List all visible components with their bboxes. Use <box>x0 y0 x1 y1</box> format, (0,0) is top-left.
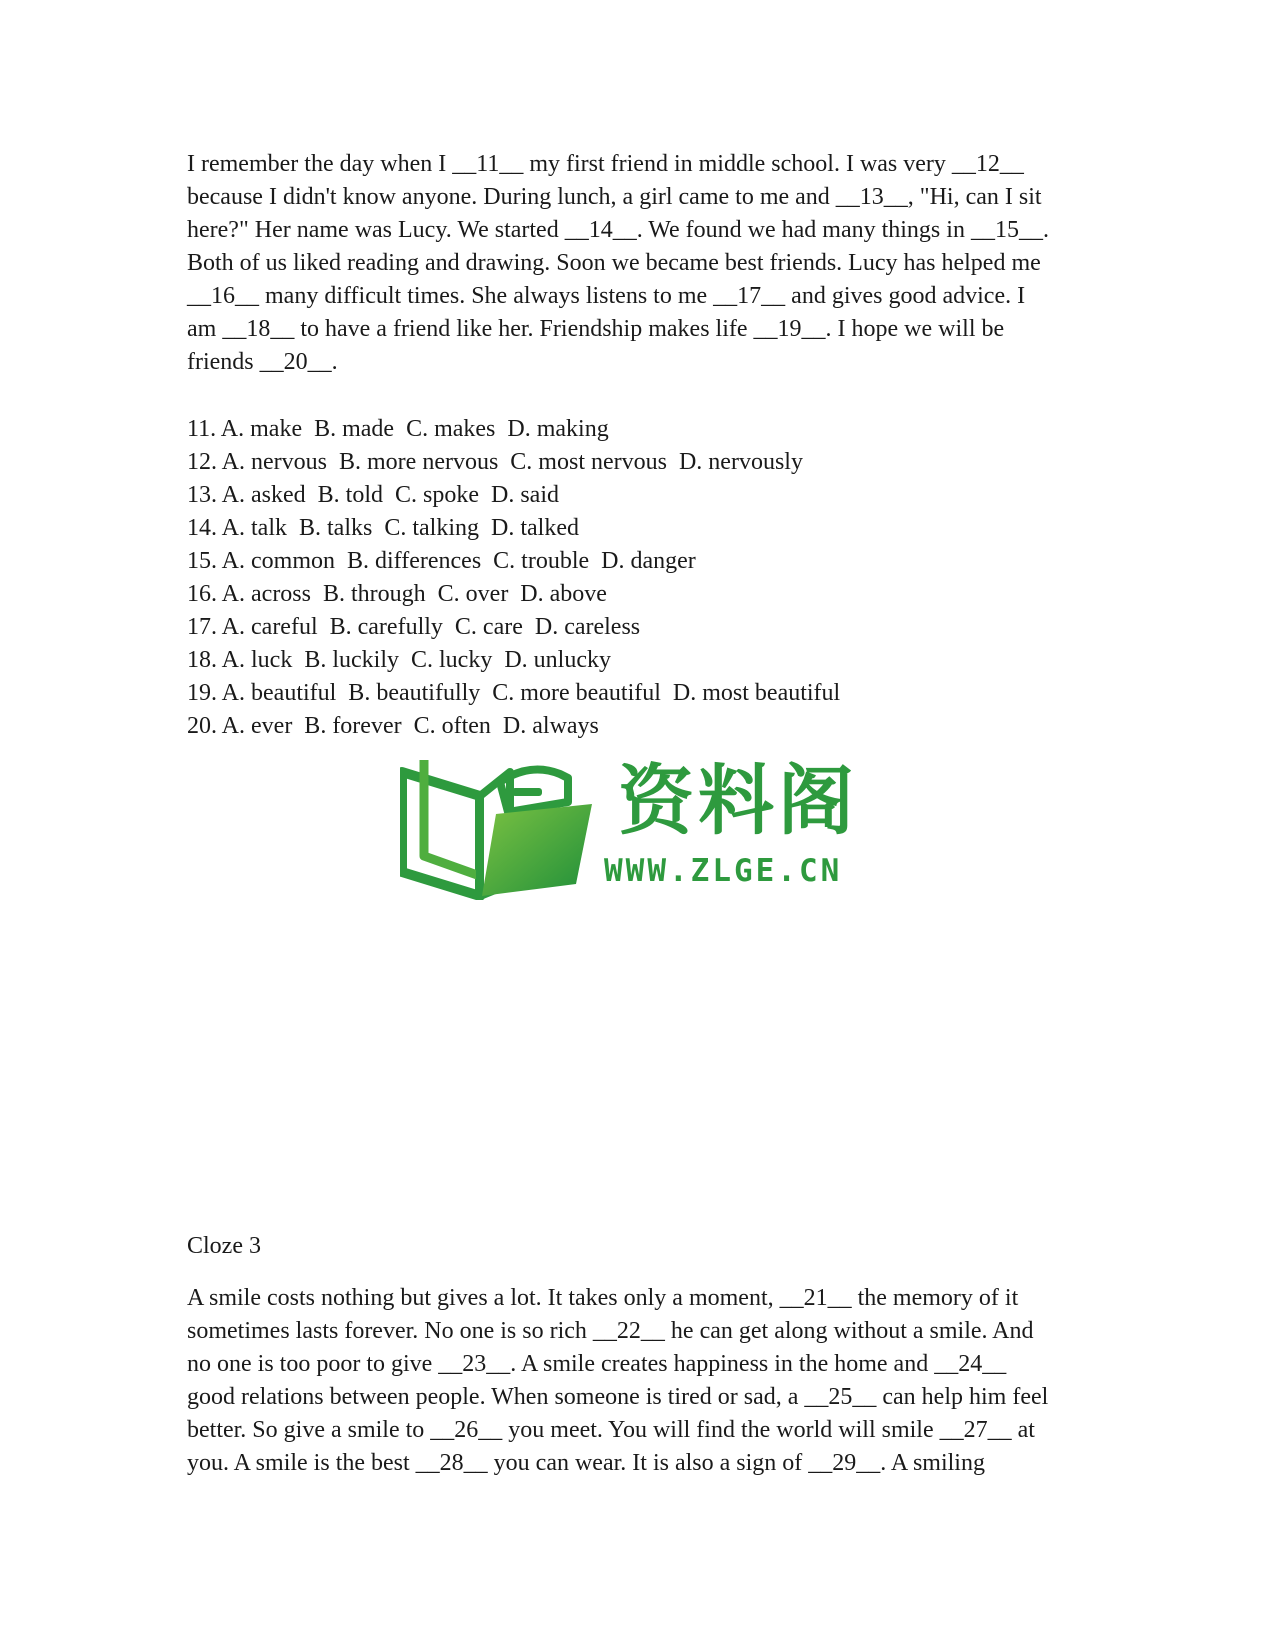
question-option: 20. A. ever B. forever C. often D. always <box>187 713 599 739</box>
question-option: 19. A. beautiful B. beautifully C. more beautiful D. most beautiful <box>187 680 841 706</box>
passage-line: A smile costs nothing but gives a lot. It takes only a moment, __21__ the memory of it <box>187 1285 1019 1311</box>
question-option: 18. A. luck B. luckily C. lucky D. unlucky <box>187 647 611 673</box>
passage-line: good relations between people. When someone is tired or sad, a __25__ can help him feel <box>187 1384 1049 1410</box>
passage-line: Both of us liked reading and drawing. Soon we became best friends. Lucy has helped me <box>187 250 1041 276</box>
cloze-passage <box>187 1282 1107 1480</box>
question-option: 14. A. talk B. talks C. talking D. talked <box>187 515 579 541</box>
question-option: 17. A. careful B. carefully C. care D. careless <box>187 614 641 640</box>
passage-line: no one is too poor to give __23__. A smile creates happiness in the home and __24__ <box>187 1351 1007 1377</box>
passage-line: better. So give a smile to __26__ you meet. You will find the world will smile __27__ at <box>187 1417 1035 1443</box>
passage-line: am __18__ to have a friend like her. Friendship makes life __19__. I hope we will be <box>187 316 1005 342</box>
passage-line: you. A smile is the best __28__ you can wear. It is also a sign of __29__. A smiling <box>187 1450 985 1476</box>
passage-line: because I didn't know anyone. During lunch, a girl came to me and __13__, "Hi, can I sit <box>187 184 1042 210</box>
answer-options-list <box>187 413 840 743</box>
question-option: 15. A. common B. differences C. trouble D. danger <box>187 548 696 574</box>
question-option: 12. A. nervous B. more nervous C. most nervous D. nervously <box>187 449 803 475</box>
question-option: 13. A. asked B. told C. spoke D. said <box>187 482 559 508</box>
passage-line: friends __20__. <box>187 349 338 375</box>
question-option: 16. A. across B. through C. over D. above <box>187 581 607 607</box>
question-option: 11. A. make B. made C. makes D. making <box>187 416 609 442</box>
watermark-logo-name: 资料阁 <box>618 756 858 845</box>
passage-line: sometimes lasts forever. No one is so rich __22__ he can get along without a smile. And <box>187 1318 1034 1344</box>
section-heading: Cloze 3 <box>187 1233 261 1259</box>
cloze-passage <box>187 148 1107 379</box>
passage-line: here?" Her name was Lucy. We started __14__. We found we had many things in __15__. <box>187 217 1049 243</box>
passage-line: I remember the day when I __11__ my first friend in middle school. I was very __12__ <box>187 151 1024 177</box>
watermark-logo-url: WWW.ZLGE.CN <box>604 853 843 889</box>
passage-line: __16__ many difficult times. She always listens to me __17__ and gives good advice. I <box>187 283 1026 309</box>
